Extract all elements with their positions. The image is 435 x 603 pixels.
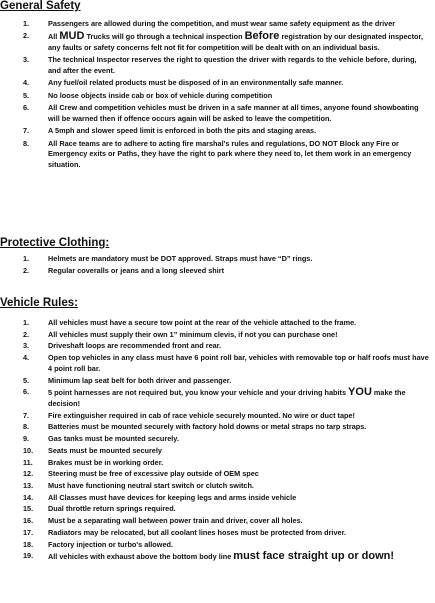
protective-clothing-list [0, 254, 431, 277]
list-item: 18. Factory injection or turbo's allowed. [23, 539, 173, 549]
list-item: 16. Must be a separating wall between power train and driver, cover all holes. [23, 516, 303, 526]
list-item: 1. Passengers are allowed during the competition, and must wear same safety equipment as the driver [23, 19, 396, 28]
protective-clothing-section [0, 237, 431, 278]
list-item: 19. All vehicles with exhaust above the bottom body line must face straight up or down! [23, 550, 395, 563]
vehicle-rules-heading: Vehicle Rules: [0, 297, 78, 309]
list-item: 9. Gas tanks must be mounted securely. [23, 434, 179, 444]
list-item: 15. Dual throttle return springs required. [23, 504, 176, 514]
list-item: 4. Open top vehicles in any class must have 6 point roll bar, vehicles with removable top or half roofs must have 4 point roll bar. [23, 353, 429, 373]
list-item: 13. Must have functioning neutral start switch or clutch switch. [23, 481, 254, 490]
list-item: 3. Driveshaft loops are recommended front and rear. [23, 341, 222, 351]
protective-clothing-heading: Protective Clothing: [0, 237, 110, 249]
list-item: 4. Any fuel/oil related products must be disposed of in an environmentally safe manner. [23, 78, 344, 88]
list-item: 12. Steering must be free of excessive play outside of OEM spec [23, 469, 259, 479]
list-item: 5. Minimum lap seat belt for both driver and passenger. [23, 375, 232, 385]
list-item: 14. All Classes must have devices for keeping legs and arms inside vehicle [23, 492, 297, 502]
list-item: 2. All MUD Trucks will go through a technical inspection Before registration by our designated inspector, any faults or safety concerns felt not fit for competition will be dealt with on an individual basis. [23, 30, 423, 52]
general-safety-section [0, 0, 431, 172]
list-item: 17. Radiators may be relocated, but all coolant lines hoses must be protected from driver. [23, 527, 347, 537]
list-item: 8. All Race teams are to adhere to acting fire marshal's rules and regulations, DO NOT Block any Fire or Emergency exits or Paths, they have the right to park where they need to, let them work in an emergency situation. [23, 138, 412, 169]
general-safety-list [0, 19, 431, 170]
list-item: 2. Regular coveralls or jeans and a long sleeved shirt [23, 266, 225, 276]
list-item: 1. Helmets are mandatory must be DOT approved. Straps must have “D” rings. [23, 254, 313, 263]
list-item: 7. A 5mph and slower speed limit is enforced in both the pits and staging areas. [23, 126, 317, 136]
list-item: 1. All vehicles must have a secure tow point at the rear of the vehicle attached to the frame. [23, 318, 357, 327]
list-item: 11. Brakes must be in working order. [23, 457, 164, 467]
list-item: 3. The technical Inspector reserves the right to question the driver with regards to the vehicle before, during, and after the event. [23, 55, 417, 75]
list-item: 8. Batteries must be mounted securely with factory hold downs or metal straps no tarp straps. [23, 422, 367, 432]
list-item: 6. 5 point harnesses are not required but, you know your vehicle and your driving habits YOU make the decision! [23, 386, 406, 408]
list-item: 6. All Crew and competition vehicles must be driven in a safe manner at all times, anyone found showboating will be warned then if offence occurs again will be asked to leave the competition. [23, 103, 419, 123]
list-item: 2. All vehicles must supply their own 1” minimum clevis, if not you can purchase one! [23, 329, 338, 339]
vehicle-rules-section [0, 297, 431, 564]
vehicle-rules-list [0, 318, 431, 563]
list-item: 5. No loose objects inside cab or box of vehicle during competition [23, 90, 273, 100]
list-item: 7. Fire extinguisher required in cab of race vehicle securely mounted. No wire or duct tape! [23, 410, 355, 420]
general-safety-heading: General Safety [0, 0, 81, 12]
list-item: 10. Seats must be mounted securely [23, 445, 162, 455]
